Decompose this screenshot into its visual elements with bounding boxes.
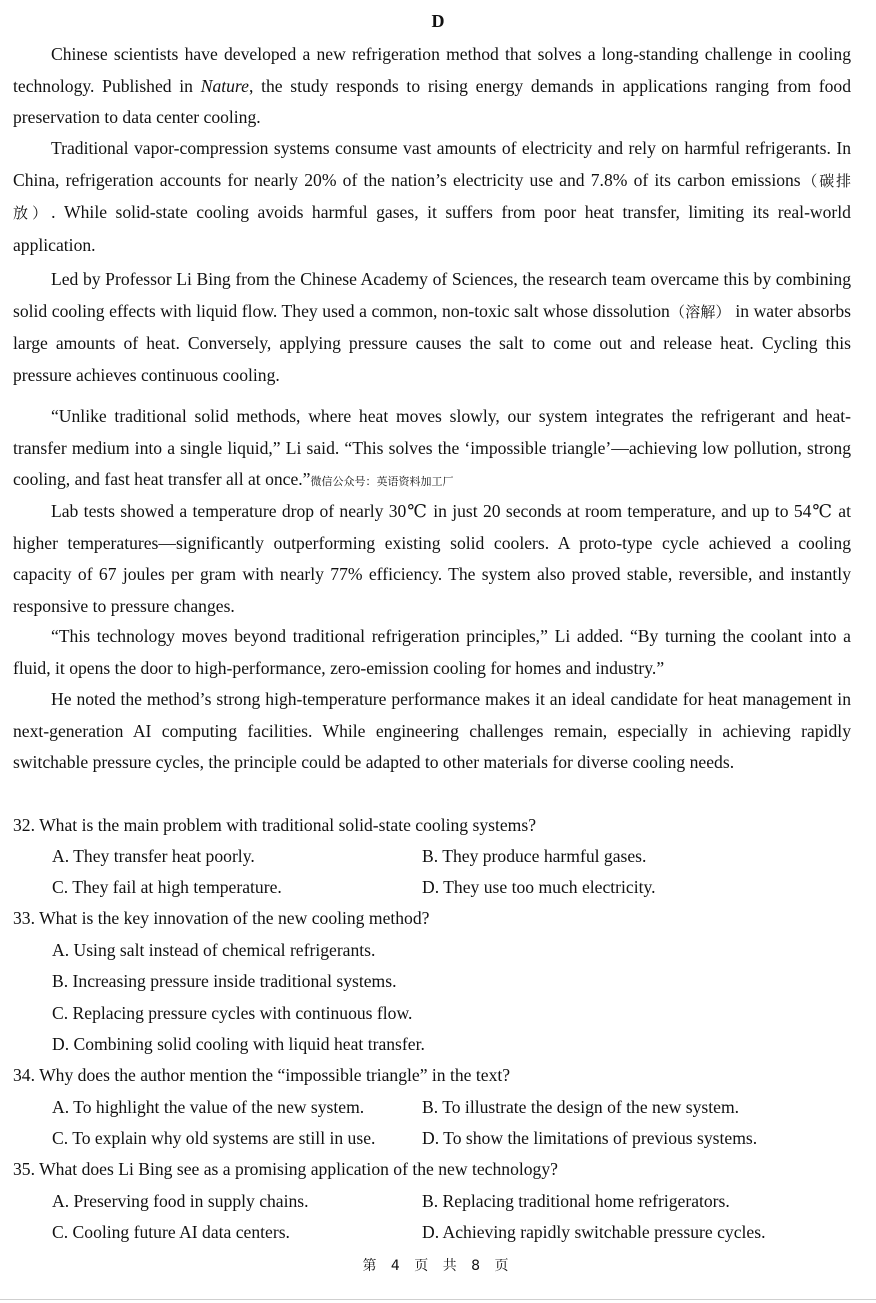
watermark-text: 微信公众号：英语资料加工厂 <box>310 475 454 488</box>
paragraph-text: Led by Professor Li Bing from the Chinese Academy of Sciences, the research team overcame this by combining solid cooling effects with liquid flow. They used a common, non-toxic salt whose dissolution <box>13 269 851 321</box>
question-33-stem: 33. What is the key innovation of the new cooling method? <box>13 908 430 928</box>
paragraph-2 <box>13 133 851 261</box>
question-34-stem: 34. Why does the author mention the “impossible triangle” in the text? <box>13 1065 511 1085</box>
question-35-option-a[interactable]: A. Preserving food in supply chains. <box>52 1191 309 1211</box>
question-35-option-d[interactable]: D. Achieving rapidly switchable pressure cycles. <box>422 1222 766 1242</box>
question-32-option-b[interactable]: B. They produce harmful gases. <box>422 846 647 866</box>
paragraph-3 <box>13 264 851 391</box>
paragraph-text: Chinese scientists have developed a new refrigeration method that solves a long-standing challenge in cooling technology. Published in <box>13 44 851 96</box>
page-number-footer: 第 4 页 共 8 页 <box>362 1258 514 1274</box>
question-33-option-a[interactable]: A. Using salt instead of chemical refrigerants. <box>52 940 376 960</box>
paragraph-text: . While solid-state cooling avoids harmful gases, it suffers from poor heat transfer, limiting its real-world application. <box>13 202 851 255</box>
question-32-stem: 32. What is the main problem with traditional solid-state cooling systems? <box>13 815 537 835</box>
paragraph-4 <box>13 401 851 498</box>
bottom-divider <box>0 1299 876 1300</box>
question-34-option-d[interactable]: D. To show the limitations of previous systems. <box>422 1128 758 1148</box>
paragraph-text: in water absorbs large amounts of heat. Conversely, applying pressure causes the salt to come out and release heat. Cycling this pressure achieves continuous cooling. <box>13 300 851 385</box>
section-title: D <box>431 11 445 31</box>
paragraph-text: , the study responds to rising energy demands in applications ranging from food preservation to data center cooling. <box>13 75 852 127</box>
question-33-option-b[interactable]: B. Increasing pressure inside traditional systems. <box>52 971 397 991</box>
chinese-gloss: （碳排放） <box>13 171 851 222</box>
paragraph-1 <box>13 39 851 134</box>
paragraph-6: “This technology moves beyond traditional refrigeration principles,” Li added. “By turning the coolant into a fluid, it opens the door to high-performance, zero-emission cooling for homes and industry.” <box>13 626 851 678</box>
question-32-option-a[interactable]: A. They transfer heat poorly. <box>52 846 255 866</box>
question-35-stem: 35. What does Li Bing see as a promising application of the new technology? <box>13 1159 558 1179</box>
paragraph-text: “Unlike traditional solid methods, where heat moves slowly, our system integrates the refrigerant and heat-transfer medium into a single liquid,” Li said. “This solves the ‘impossible triangle’—achieving low pollution, strong cooling, and fast heat transfer all at once.” <box>13 406 851 489</box>
question-35-option-b[interactable]: B. Replacing traditional home refrigerators. <box>422 1191 730 1211</box>
paragraph-text: Traditional vapor-compression systems consume vast amounts of electricity and rely on harmful refrigerants. In China, refrigeration accounts for nearly 20% of the nation’s electricity use and 7.8% of its carbon emissions <box>13 138 851 190</box>
paragraph-5: Lab tests showed a temperature drop of nearly 30℃ in just 20 seconds at room temperature, and up to 54℃ at higher temperatures—significantly outperforming existing solid coolers. A proto-type cycle achieved a cooling capacity of 67 joules per gram with nearly 77% efficiency. The system also proved stable, reversible, and instantly responsive to pressure changes. <box>13 501 851 616</box>
question-33-option-c[interactable]: C. Replacing pressure cycles with continuous flow. <box>52 1003 413 1023</box>
journal-name: Nature <box>200 75 249 96</box>
chinese-gloss: （溶解） <box>669 302 731 321</box>
question-34-option-b[interactable]: B. To illustrate the design of the new system. <box>422 1097 740 1117</box>
question-34-option-a[interactable]: A. To highlight the value of the new system. <box>52 1097 365 1117</box>
question-32-option-c[interactable]: C. They fail at high temperature. <box>52 877 282 897</box>
question-35-option-c[interactable]: C. Cooling future AI data centers. <box>52 1222 290 1242</box>
question-34-option-c[interactable]: C. To explain why old systems are still in use. <box>52 1128 376 1148</box>
question-32-option-d[interactable]: D. They use too much electricity. <box>422 877 656 897</box>
question-33-option-d[interactable]: D. Combining solid cooling with liquid heat transfer. <box>52 1034 425 1054</box>
paragraph-7: He noted the method’s strong high-temperature performance makes it an ideal candidate for heat management in next-generation AI computing facilities. While engineering challenges remain, especially in achieving rapidly switchable pressure cycles, the principle could be adapted to other materials for diverse cooling needs. <box>13 689 851 772</box>
